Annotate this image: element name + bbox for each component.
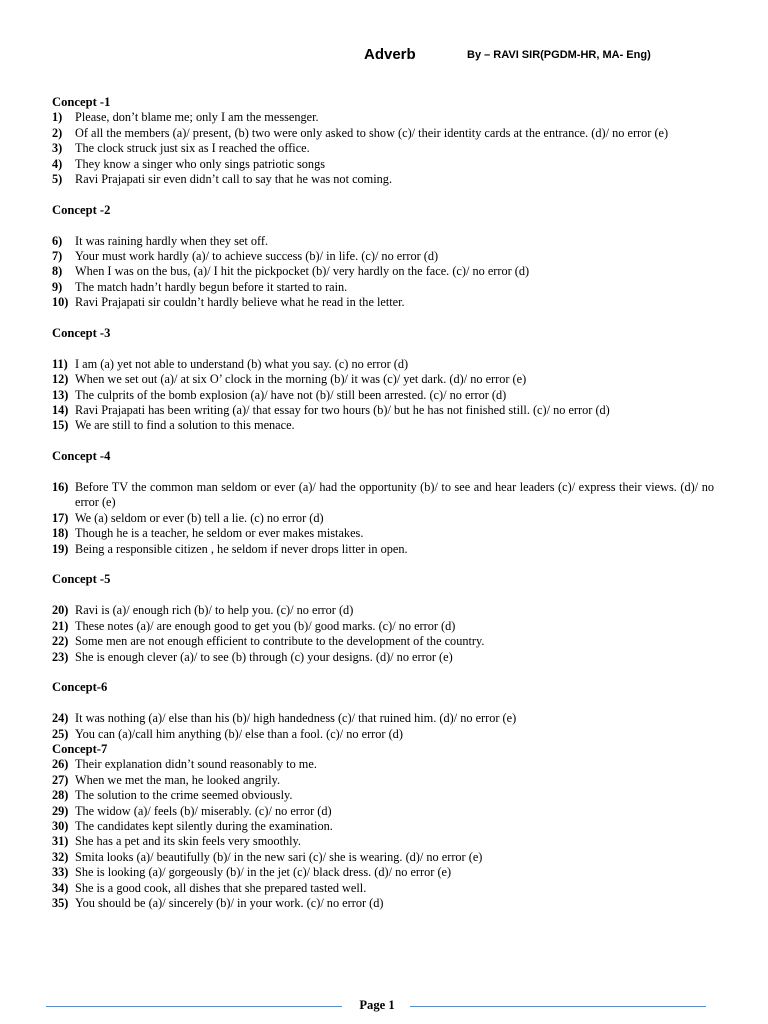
question-item bbox=[52, 234, 714, 249]
question-text: Their explanation didn’t sound reasonably to me. bbox=[75, 757, 317, 772]
question-text: Ravi Prajapati sir even didn’t call to say that he was not coming. bbox=[75, 172, 393, 187]
concept-section bbox=[52, 326, 714, 434]
question-item bbox=[52, 480, 714, 511]
question-item bbox=[52, 865, 714, 880]
question-item bbox=[52, 603, 714, 618]
footer-rule-right bbox=[410, 1006, 706, 1007]
question-number: 27) bbox=[52, 772, 69, 787]
question-number: 21) bbox=[52, 618, 69, 633]
page-number: Page 1 bbox=[359, 998, 395, 1012]
question-item bbox=[52, 896, 714, 911]
question-number: 33) bbox=[52, 865, 69, 880]
question-text: You should be (a)/ sincerely (b)/ in your work. (c)/ no error (d) bbox=[75, 895, 384, 910]
question-number: 11) bbox=[52, 356, 68, 371]
question-text: She is looking (a)/ gorgeously (b)/ in the jet (c)/ black dress. (d)/ no error (e) bbox=[75, 865, 452, 880]
question-text: When we met the man, he looked angrily. bbox=[75, 772, 281, 787]
question-text: When we set out (a)/ at six O’ clock in the morning (b)/ it was (c)/ yet dark. (d)/ no error (e) bbox=[75, 372, 527, 387]
question-item bbox=[52, 357, 714, 372]
question-item bbox=[52, 619, 714, 634]
question-number: 30) bbox=[52, 818, 69, 833]
question-text: Of all the members (a)/ present, (b) two were only asked to show (c)/ their identity cards at the entrance. (d)/ no error (e) bbox=[75, 125, 669, 140]
question-text: When I was on the bus, (a)/ I hit the pickpocket (b)/ very hardly on the face. (c)/ no error (d) bbox=[75, 264, 530, 279]
question-number: 4) bbox=[52, 156, 63, 171]
question-item bbox=[52, 126, 714, 141]
question-text: She has a pet and its skin feels very smoothly. bbox=[75, 834, 301, 849]
question-text: Being a responsible citizen , he seldom if never drops litter in open. bbox=[75, 541, 408, 556]
question-item bbox=[52, 172, 714, 187]
question-item bbox=[52, 850, 714, 865]
question-number: 29) bbox=[52, 803, 69, 818]
question-text: She is a good cook, all dishes that she prepared tasted well. bbox=[75, 880, 367, 895]
question-number: 19) bbox=[52, 541, 69, 556]
question-number: 1) bbox=[52, 110, 63, 125]
concept-section bbox=[52, 203, 714, 311]
question-number: 8) bbox=[52, 264, 63, 279]
question-text: Please, don’t blame me; only I am the messenger. bbox=[75, 110, 319, 125]
question-item bbox=[52, 403, 714, 418]
question-number: 25) bbox=[52, 726, 69, 741]
question-item bbox=[52, 295, 714, 310]
question-text: The solution to the crime seemed obviously. bbox=[75, 788, 293, 803]
question-text: We (a) seldom or ever (b) tell a lie. (c) no error (d) bbox=[75, 510, 324, 525]
question-text: Before TV the common man seldom or ever (a)/ had the opportunity (b)/ to see and hear leaders (c)/ express their views. (d)/ no error (e) bbox=[75, 480, 714, 510]
question-number: 23) bbox=[52, 649, 69, 664]
concept-heading: Concept -3 bbox=[52, 326, 111, 341]
question-number: 2) bbox=[52, 125, 63, 140]
question-text: Smita looks (a)/ beautifully (b)/ in the new sari (c)/ she is wearing. (d)/ no error (e) bbox=[75, 849, 483, 864]
question-number: 18) bbox=[52, 526, 69, 541]
question-text: We are still to find a solution to this menace. bbox=[75, 418, 295, 433]
question-item bbox=[52, 881, 714, 896]
question-item bbox=[52, 526, 714, 541]
question-item bbox=[52, 264, 714, 279]
question-item bbox=[52, 418, 714, 433]
question-item bbox=[52, 141, 714, 156]
concept-heading: Concept -5 bbox=[52, 572, 111, 587]
question-item bbox=[52, 711, 714, 726]
question-item bbox=[52, 280, 714, 295]
question-text: It was raining hardly when they set off. bbox=[75, 233, 269, 248]
question-item bbox=[52, 788, 714, 803]
question-number: 28) bbox=[52, 788, 69, 803]
question-number: 6) bbox=[52, 233, 63, 248]
question-number: 12) bbox=[52, 372, 69, 387]
question-number: 15) bbox=[52, 418, 69, 433]
question-text: It was nothing (a)/ else than his (b)/ high handedness (c)/ that ruined him. (d)/ no error (e) bbox=[75, 711, 517, 726]
question-number: 31) bbox=[52, 834, 69, 849]
question-number: 20) bbox=[52, 603, 69, 618]
question-text: The culprits of the bomb explosion (a)/ have not (b)/ still been arrested. (c)/ no error (d) bbox=[75, 387, 507, 402]
question-text: She is enough clever (a)/ to see (b) through (c) your designs. (d)/ no error (e) bbox=[75, 649, 453, 664]
question-item bbox=[52, 804, 714, 819]
question-number: 22) bbox=[52, 634, 69, 649]
question-text: Ravi is (a)/ enough rich (b)/ to help you. (c)/ no error (d) bbox=[75, 603, 354, 618]
concept-section bbox=[52, 572, 714, 664]
question-item bbox=[52, 727, 714, 742]
question-text: Some men are not enough efficient to contribute to the development of the country. bbox=[75, 634, 485, 649]
question-text: Though he is a teacher, he seldom or ever makes mistakes. bbox=[75, 526, 364, 541]
question-number: 7) bbox=[52, 249, 63, 264]
question-text: The match hadn’t hardly begun before it started to rain. bbox=[75, 279, 348, 294]
question-item bbox=[52, 650, 714, 665]
question-number: 3) bbox=[52, 141, 63, 156]
question-number: 16) bbox=[52, 480, 69, 495]
question-item bbox=[52, 249, 714, 264]
concept-section bbox=[52, 680, 714, 742]
question-number: 9) bbox=[52, 279, 63, 294]
question-text: These notes (a)/ are enough good to get you (b)/ good marks. (c)/ no error (d) bbox=[75, 618, 456, 633]
concept-heading: Concept-6 bbox=[52, 680, 108, 695]
document-body bbox=[52, 95, 714, 927]
question-item bbox=[52, 819, 714, 834]
question-text: The candidates kept silently during the examination. bbox=[75, 818, 333, 833]
concept-heading: Concept -4 bbox=[52, 449, 111, 464]
question-item bbox=[52, 511, 714, 526]
question-text: The clock struck just six as I reached the office. bbox=[75, 141, 310, 156]
question-number: 13) bbox=[52, 387, 69, 402]
question-number: 14) bbox=[52, 403, 69, 418]
question-number: 35) bbox=[52, 895, 69, 910]
footer-rule-left bbox=[46, 1006, 342, 1007]
question-number: 34) bbox=[52, 880, 69, 895]
page-footer bbox=[0, 996, 768, 1016]
question-text: I am (a) yet not able to understand (b) what you say. (c) no error (d) bbox=[75, 356, 409, 371]
question-number: 17) bbox=[52, 510, 69, 525]
question-item bbox=[52, 388, 714, 403]
concept-heading: Concept -2 bbox=[52, 202, 111, 217]
question-item bbox=[52, 157, 714, 172]
concept-heading: Concept -1 bbox=[52, 95, 111, 109]
question-item bbox=[52, 110, 714, 125]
concept-section bbox=[52, 449, 714, 557]
page-header bbox=[0, 44, 768, 68]
question-item bbox=[52, 757, 714, 772]
question-text: The widow (a)/ feels (b)/ miserably. (c)/ no error (d) bbox=[75, 803, 332, 818]
question-text: Ravi Prajapati sir couldn’t hardly believe what he read in the letter. bbox=[75, 295, 405, 310]
question-item bbox=[52, 773, 714, 788]
question-number: 24) bbox=[52, 711, 69, 726]
concept-heading: Concept-7 bbox=[52, 741, 108, 756]
question-text: They know a singer who only sings patriotic songs bbox=[75, 156, 326, 171]
question-number: 32) bbox=[52, 849, 69, 864]
document-title: Adverb bbox=[364, 46, 416, 63]
concept-section bbox=[52, 742, 714, 911]
question-text: You can (a)/call him anything (b)/ else than a fool. (c)/ no error (d) bbox=[75, 726, 403, 741]
question-text: Ravi Prajapati has been writing (a)/ that essay for two hours (b)/ but he has not finished still. (c)/ no error (d) bbox=[75, 403, 610, 418]
author-line: By – RAVI SIR(PGDM-HR, MA- Eng) bbox=[467, 49, 651, 61]
question-number: 26) bbox=[52, 757, 69, 772]
question-number: 5) bbox=[52, 172, 63, 187]
question-item bbox=[52, 372, 714, 387]
question-item bbox=[52, 634, 714, 649]
concept-section bbox=[52, 95, 714, 187]
question-item bbox=[52, 542, 714, 557]
question-number: 10) bbox=[52, 295, 69, 310]
question-item bbox=[52, 834, 714, 849]
question-text: Your must work hardly (a)/ to achieve success (b)/ in life. (c)/ no error (d) bbox=[75, 249, 439, 264]
